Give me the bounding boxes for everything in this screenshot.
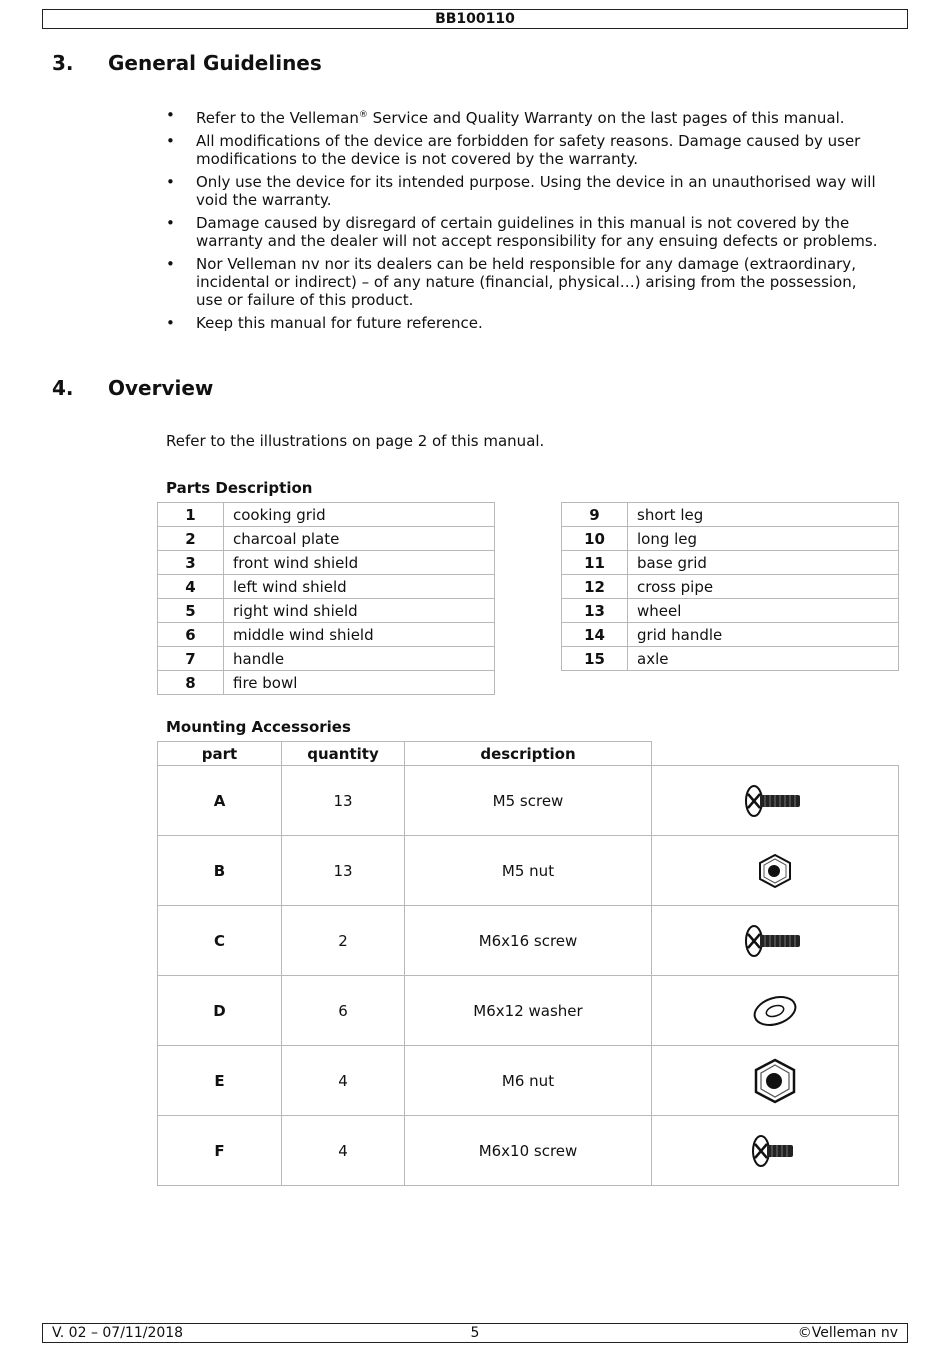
mounting-accessories-title: Mounting Accessories [166, 718, 351, 736]
part-description: handle [224, 647, 495, 671]
guideline-item [166, 132, 886, 168]
guideline-item [166, 314, 886, 332]
part-number: 12 [562, 575, 628, 599]
table-row [158, 647, 495, 671]
accessory-illustration [652, 1116, 899, 1186]
part-description: long leg [628, 527, 899, 551]
part-description: cross pipe [628, 575, 899, 599]
accessory-quantity: 13 [282, 766, 405, 836]
accessory-quantity: 13 [282, 836, 405, 906]
accessory-illustration [652, 906, 899, 976]
part-description: fire bowl [224, 671, 495, 695]
accessory-description: M6x12 washer [405, 976, 652, 1046]
accessories-header-row [158, 742, 899, 766]
section-3-title: General Guidelines [108, 51, 322, 75]
section-4-title: Overview [108, 376, 214, 400]
part-number: 14 [562, 623, 628, 647]
table-row [158, 503, 495, 527]
table-row [158, 671, 495, 695]
accessory-illustration [652, 976, 899, 1046]
accessories-table [157, 741, 899, 1186]
accessory-quantity: 2 [282, 906, 405, 976]
accessory-description: M5 nut [405, 836, 652, 906]
document-code: BB100110 [435, 11, 515, 27]
table-row [562, 647, 899, 671]
part-description: axle [628, 647, 899, 671]
guideline-item [166, 106, 886, 127]
accessory-illustration [652, 836, 899, 906]
part-number: 10 [562, 527, 628, 551]
table-row [158, 1046, 899, 1116]
part-description: base grid [628, 551, 899, 575]
accessory-description: M6x16 screw [405, 906, 652, 976]
guideline-item [166, 173, 886, 209]
part-number: 9 [562, 503, 628, 527]
page-header [42, 9, 908, 29]
page-footer [42, 1323, 908, 1343]
part-number: 8 [158, 671, 224, 695]
accessory-quantity: 4 [282, 1116, 405, 1186]
part-description: right wind shield [224, 599, 495, 623]
accessory-part: E [158, 1046, 282, 1116]
part-description: middle wind shield [224, 623, 495, 647]
long-screw-icon [652, 921, 898, 961]
part-number: 6 [158, 623, 224, 647]
table-row [158, 623, 495, 647]
table-row [158, 599, 495, 623]
column-header-illustration [652, 742, 899, 766]
guideline-text-cont: Service and Quality Warranty on the last pages of this manual. [367, 109, 845, 127]
accessory-part: C [158, 906, 282, 976]
accessory-part: B [158, 836, 282, 906]
table-row [562, 503, 899, 527]
guideline-item [166, 255, 886, 309]
accessory-illustration [652, 1046, 899, 1116]
table-row [158, 766, 899, 836]
column-header-description: description [405, 742, 652, 766]
accessory-part: F [158, 1116, 282, 1186]
guideline-text: Only use the device for its intended purpose. Using the device in an unauthorised way will void the warranty. [196, 173, 876, 209]
accessory-illustration [652, 766, 899, 836]
part-number: 7 [158, 647, 224, 671]
guideline-text: Damage caused by disregard of certain guidelines in this manual is not covered by the warranty and the dealer will not accept responsibility for any ensuing defects or problems. [196, 214, 878, 250]
column-header-quantity: quantity [282, 742, 405, 766]
guideline-text: Keep this manual for future reference. [196, 314, 483, 332]
accessory-description: M6 nut [405, 1046, 652, 1116]
footer-version: V. 02 – 07/11/2018 [52, 1325, 184, 1341]
table-row [562, 551, 899, 575]
part-description: cooking grid [224, 503, 495, 527]
part-description: left wind shield [224, 575, 495, 599]
long-screw-icon [652, 781, 898, 821]
accessory-quantity: 4 [282, 1046, 405, 1116]
parts-table-left [157, 502, 495, 695]
part-description: front wind shield [224, 551, 495, 575]
guideline-text: All modifications of the device are forbidden for safety reasons. Damage caused by user modifications to the device is not covered by the warranty. [196, 132, 861, 168]
table-row [562, 527, 899, 551]
parts-description-title: Parts Description [166, 479, 313, 497]
table-row [158, 551, 495, 575]
part-description: short leg [628, 503, 899, 527]
part-number: 13 [562, 599, 628, 623]
accessory-part: D [158, 976, 282, 1046]
small-nut-icon [652, 851, 898, 891]
guideline-item [166, 214, 886, 250]
registered-mark: ® [358, 110, 368, 120]
accessory-quantity: 6 [282, 976, 405, 1046]
column-header-part: part [158, 742, 282, 766]
table-row [158, 836, 899, 906]
part-number: 3 [158, 551, 224, 575]
accessory-description: M5 screw [405, 766, 652, 836]
part-number: 1 [158, 503, 224, 527]
short-screw-icon [652, 1131, 898, 1171]
table-row [158, 906, 899, 976]
guideline-text: Refer to the Velleman [196, 109, 359, 127]
part-number: 2 [158, 527, 224, 551]
part-number: 15 [562, 647, 628, 671]
section-4-number: 4. [52, 376, 74, 400]
table-row [562, 599, 899, 623]
table-row [158, 527, 495, 551]
part-description: charcoal plate [224, 527, 495, 551]
overview-intro: Refer to the illustrations on page 2 of this manual. [166, 432, 545, 450]
large-nut-icon [652, 1057, 898, 1105]
part-description: wheel [628, 599, 899, 623]
table-row [562, 575, 899, 599]
part-description: grid handle [628, 623, 899, 647]
table-row [158, 1116, 899, 1186]
guidelines-list [166, 106, 886, 337]
accessory-part: A [158, 766, 282, 836]
washer-icon [652, 991, 898, 1031]
footer-page-number: 5 [470, 1325, 480, 1341]
part-number: 4 [158, 575, 224, 599]
part-number: 11 [562, 551, 628, 575]
part-number: 5 [158, 599, 224, 623]
table-row [158, 575, 495, 599]
table-row [562, 623, 899, 647]
footer-copyright: ©Velleman nv [797, 1325, 898, 1341]
section-3-number: 3. [52, 51, 74, 75]
table-row [158, 976, 899, 1046]
accessory-description: M6x10 screw [405, 1116, 652, 1186]
guideline-text: Nor Velleman nv nor its dealers can be held responsible for any damage (extraordinary, incidental or indirect) – of any nature (financial, physical…) arising from the possession, use or failure of this product. [196, 255, 857, 309]
parts-table-right [561, 502, 899, 671]
